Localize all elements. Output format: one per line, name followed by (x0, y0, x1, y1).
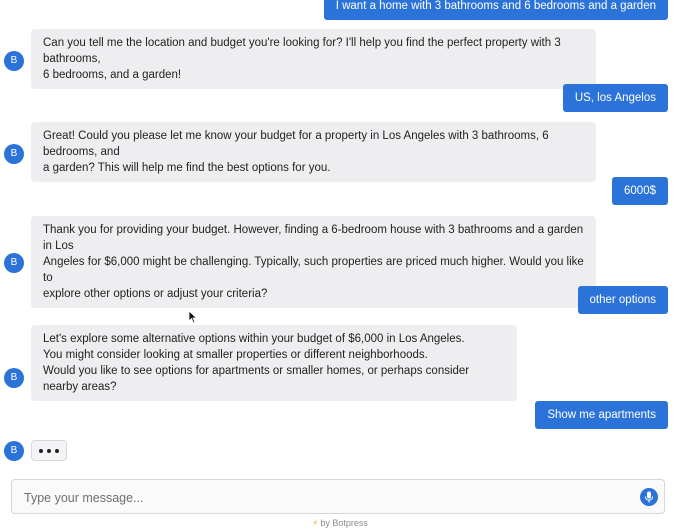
user-message: 6000$ (612, 177, 668, 205)
bot-message-line: You might consider looking at smaller properties or different neighborhoods. (43, 349, 428, 361)
user-message: Show me apartments (535, 401, 668, 429)
bot-message-line: Thank you for providing your budget. However, finding a 6-bedroom house with 3 bathrooms and a garden in Los (43, 224, 584, 252)
typing-dot (55, 449, 59, 453)
powered-by-label: by Botpress (320, 518, 368, 528)
user-message: I want a home with 3 bathrooms and 6 bedrooms and a garden (324, 0, 668, 20)
bot-message (31, 122, 596, 182)
microphone-icon[interactable] (640, 488, 658, 506)
user-message: other options (578, 286, 669, 314)
bot-message-line: Great! Could you please let me know your budget for a property in Los Angeles with 3 bathrooms, 6 bedrooms, and (43, 130, 549, 158)
bot-avatar: B (4, 441, 24, 461)
bot-message-line: Let's explore some alternative options within your budget of $6,000 in Los Angeles. (43, 333, 465, 345)
bot-message-line: 6 bedrooms, and a garden! (43, 69, 182, 81)
lightning-icon: ⚡ (312, 518, 319, 528)
bot-message-line: Would you like to see options for apartments or smaller homes, or perhaps consider nearby areas? (43, 365, 470, 393)
bot-message (31, 216, 596, 308)
user-message: US, los Angelos (563, 84, 668, 112)
bot-message-line: Angeles for $6,000 might be challenging. Typically, such properties are priced much higher. Would you like to (43, 256, 584, 284)
bot-message-line: Can you tell me the location and budget you're looking for? I'll help you find the perfect property with 3 bathrooms, (43, 37, 561, 65)
bot-avatar: B (4, 253, 24, 273)
typing-indicator (31, 440, 67, 461)
bot-message-line: a garden? This will help me find the best options for you. (43, 162, 331, 174)
powered-by[interactable] (0, 518, 680, 529)
bot-avatar: B (4, 368, 24, 388)
message-composer (11, 479, 665, 514)
message-input[interactable] (22, 487, 616, 509)
bot-message (31, 325, 517, 401)
mouse-cursor-icon (188, 310, 198, 324)
bot-avatar: B (4, 51, 24, 71)
bot-message-line: explore other options or adjust your criteria? (43, 288, 268, 300)
bot-avatar: B (4, 144, 24, 164)
typing-dot (47, 449, 51, 453)
bot-message (31, 29, 596, 89)
typing-dot (39, 449, 43, 453)
